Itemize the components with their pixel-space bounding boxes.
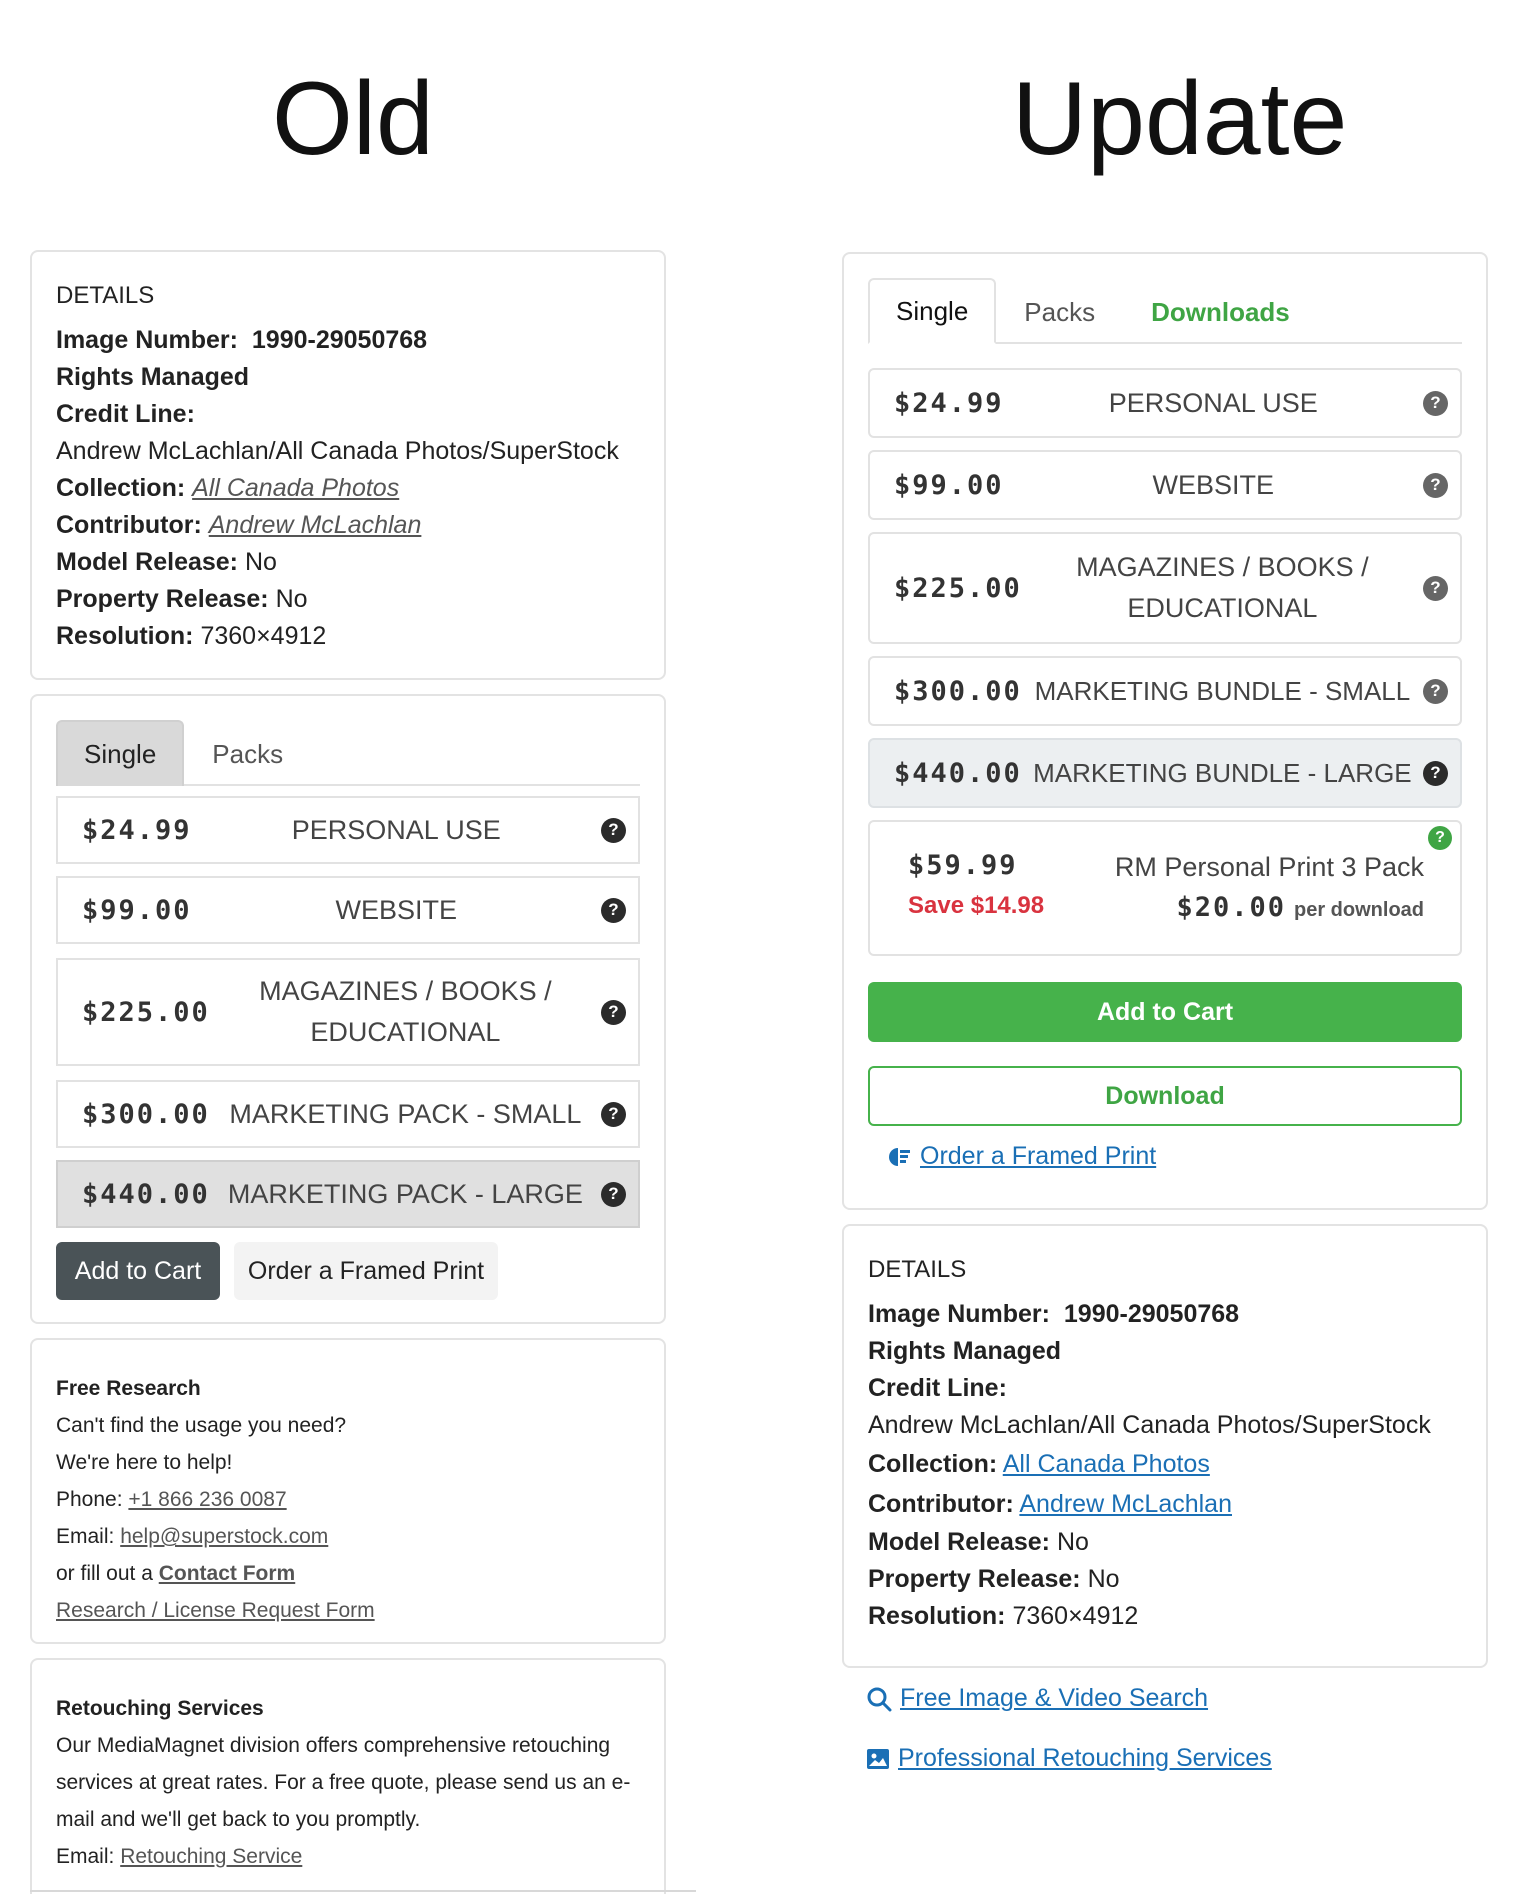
retouch-card	[30, 1658, 666, 1894]
model-release-value: No	[244, 548, 277, 576]
research-line1: Can't find the usage you need?	[56, 1414, 347, 1437]
research-line2: We're here to help!	[56, 1451, 233, 1474]
image-number: 1990-29050768	[1063, 1300, 1240, 1328]
collection-link[interactable]: All Canada Photos	[192, 474, 400, 502]
rights-managed: Rights Managed	[868, 1337, 1062, 1365]
fill-text: or fill out a	[56, 1562, 153, 1585]
rights-managed: Rights Managed	[56, 363, 250, 391]
old-details-card	[30, 250, 666, 680]
details-title: DETAILS	[56, 282, 155, 309]
price: $225.00	[82, 996, 210, 1028]
framed-print-link[interactable]	[888, 1142, 1156, 1171]
resolution-value: 7360×4912	[200, 622, 327, 650]
contributor-label: Contributor:	[56, 511, 202, 539]
price: $99.00	[82, 894, 192, 926]
pack-name: RM Personal Print 3 Pack	[1114, 852, 1424, 882]
email-link[interactable]: help@superstock.com	[120, 1525, 329, 1548]
usage: PERSONAL USE	[1108, 387, 1318, 418]
help-icon[interactable]: ?	[601, 1000, 626, 1025]
image-icon	[866, 1748, 890, 1770]
add-to-cart-button[interactable]: Add to Cart	[868, 982, 1462, 1042]
old-pricing-card	[30, 694, 666, 1324]
search-icon	[866, 1686, 892, 1712]
help-icon[interactable]: ?	[601, 818, 626, 843]
image-number-label: Image Number:	[56, 326, 238, 354]
request-form-link[interactable]: Research / License Request Form	[56, 1599, 375, 1622]
retouch-body: Our MediaMagnet division offers comprehensive retouching services at great rates. For a free quote, please send us an e-mail and we'll get back to you promptly.	[56, 1734, 631, 1831]
model-release-label: Model Release:	[868, 1528, 1051, 1556]
property-release-label: Property Release:	[56, 585, 269, 613]
retouch-title: Retouching Services	[56, 1697, 264, 1720]
property-release-value: No	[275, 585, 308, 613]
usage: WEBSITE	[1152, 469, 1275, 500]
pack-per-price: $20.00	[1176, 892, 1286, 923]
help-icon[interactable]: ?	[601, 1102, 626, 1127]
collection-label: Collection:	[868, 1450, 998, 1478]
usage: MARKETING BUNDLE - LARGE	[1033, 757, 1412, 788]
help-icon[interactable]: ?	[1423, 761, 1448, 786]
property-release-value: No	[1087, 1565, 1120, 1593]
retouch-link[interactable]: Retouching Service	[120, 1845, 303, 1868]
price-row[interactable]	[56, 796, 640, 864]
credit-label: Credit Line:	[56, 400, 195, 428]
price-row-selected[interactable]	[56, 1160, 640, 1228]
model-release-value: No	[1056, 1528, 1089, 1556]
framed-print-button[interactable]: Order a Framed Print	[234, 1242, 498, 1300]
tab-single[interactable]: Single	[56, 720, 184, 786]
framed-print-icon	[888, 1146, 912, 1168]
property-release-label: Property Release:	[868, 1565, 1081, 1593]
price-row[interactable]	[56, 958, 640, 1066]
retouching-link[interactable]	[866, 1744, 1272, 1773]
price-row[interactable]	[56, 1080, 640, 1148]
usage: MAGAZINES / BOOKS / EDUCATIONAL	[259, 976, 552, 1047]
help-icon[interactable]: ?	[601, 1182, 626, 1207]
image-number-label: Image Number:	[868, 1300, 1050, 1328]
free-search-label: Free Image & Video Search	[900, 1684, 1209, 1712]
price-row[interactable]	[868, 450, 1462, 520]
price: $24.99	[82, 814, 192, 846]
price-row-selected[interactable]	[868, 738, 1462, 808]
add-to-cart-button[interactable]: Add to Cart	[56, 1242, 220, 1300]
contributor-label: Contributor:	[868, 1490, 1014, 1518]
retouching-label: Professional Retouching Services	[898, 1744, 1272, 1772]
free-search-link[interactable]	[866, 1684, 1208, 1713]
tab-packs[interactable]: Packs	[1024, 296, 1096, 327]
image-number: 1990-29050768	[251, 326, 428, 354]
price: $99.00	[894, 469, 1004, 501]
pack-per-label: per download	[1294, 899, 1424, 921]
help-icon[interactable]: ?	[1423, 473, 1448, 498]
collection-link[interactable]: All Canada Photos	[1002, 1450, 1210, 1478]
download-button[interactable]: Download	[868, 1066, 1462, 1126]
pack-row[interactable]	[868, 820, 1462, 956]
help-icon[interactable]: ?	[1423, 679, 1448, 704]
help-icon[interactable]: ?	[601, 898, 626, 923]
usage: MAGAZINES / BOOKS / EDUCATIONAL	[1076, 552, 1369, 623]
price-row[interactable]	[868, 656, 1462, 726]
credit-line: Andrew McLachlan/All Canada Photos/SuperStock	[56, 437, 619, 465]
tab-single[interactable]: Single	[868, 278, 996, 344]
update-heading: Update	[1012, 61, 1348, 177]
tab-packs[interactable]: Packs	[212, 738, 284, 769]
help-icon[interactable]: ?	[1423, 391, 1448, 416]
update-details-card	[842, 1224, 1488, 1668]
collection-label: Collection:	[56, 474, 186, 502]
phone-label: Phone:	[56, 1488, 123, 1511]
price-row[interactable]	[868, 532, 1462, 644]
price: $300.00	[894, 675, 1022, 707]
framed-print-label: Order a Framed Print	[920, 1142, 1157, 1170]
credit-label: Credit Line:	[868, 1374, 1007, 1402]
price: $24.99	[894, 387, 1004, 419]
price: $440.00	[894, 757, 1022, 789]
email-label: Email:	[56, 1525, 115, 1548]
retouch-email-label: Email:	[56, 1845, 115, 1868]
usage: MARKETING BUNDLE - SMALL	[1034, 675, 1411, 706]
price: $440.00	[82, 1178, 210, 1210]
contributor-link[interactable]: Andrew McLachlan	[1019, 1490, 1232, 1518]
model-release-label: Model Release:	[56, 548, 239, 576]
pack-save: Save $14.98	[908, 892, 1045, 919]
research-title: Free Research	[56, 1377, 201, 1400]
phone-link[interactable]: +1 866 236 0087	[128, 1488, 287, 1511]
credit-line: Andrew McLachlan/All Canada Photos/SuperStock	[868, 1411, 1431, 1439]
update-tabs	[868, 278, 1462, 344]
price: $300.00	[82, 1098, 210, 1130]
pack-price: $59.99	[908, 850, 1018, 881]
usage: MARKETING PACK - SMALL	[229, 1098, 582, 1129]
tab-downloads[interactable]: Downloads	[1151, 296, 1290, 327]
contributor-link[interactable]: Andrew McLachlan	[208, 511, 422, 539]
contact-form-link[interactable]: Contact Form	[158, 1562, 296, 1585]
bottom-divider	[30, 1890, 696, 1892]
update-pricing-card	[842, 252, 1488, 1210]
old-heading: Old	[272, 61, 434, 177]
old-tabs	[56, 720, 640, 786]
price-row[interactable]	[868, 368, 1462, 438]
resolution-label: Resolution:	[868, 1602, 1006, 1630]
resolution-label: Resolution:	[56, 622, 194, 650]
help-icon[interactable]: ?	[1428, 826, 1452, 850]
usage: MARKETING PACK - LARGE	[227, 1178, 583, 1209]
usage: WEBSITE	[335, 894, 458, 925]
resolution-value: 7360×4912	[1012, 1602, 1139, 1630]
details-title: DETAILS	[868, 1256, 967, 1283]
usage: PERSONAL USE	[291, 814, 501, 845]
research-card	[30, 1338, 666, 1644]
price: $225.00	[894, 572, 1022, 604]
price-row[interactable]	[56, 876, 640, 944]
help-icon[interactable]: ?	[1423, 576, 1448, 601]
